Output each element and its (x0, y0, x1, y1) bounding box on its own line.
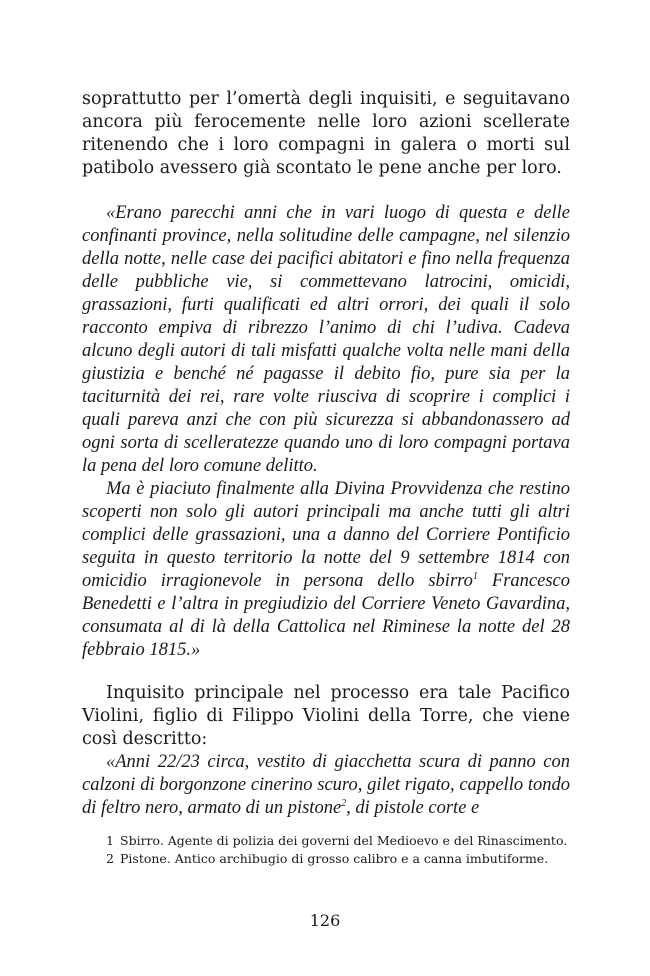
body-paragraph: Inquisito principale nel processo era tale Pacifico Violini, figlio di Filippo Violini della Torre, che viene così descritto: (82, 683, 570, 749)
footnote-ref: 2 (341, 797, 347, 809)
quote-text: «Anni 22/23 circa, vestito di giacchetta scura di panno con calzoni di borgonzone cinerino scuro, gilet rigato, cappello tondo di feltro nero, armato di un pistone (82, 752, 570, 818)
footnote-number: 1 (106, 833, 114, 848)
footnote (82, 832, 570, 850)
footnote-number: 2 (106, 851, 114, 866)
quote-text: Ma è piaciuto finalmente alla Divina Provvidenza che restino scoperti non solo gli autori principali ma anche tutti gli altri complici delle grassazioni, una a danno del Corriere Pontificio seguita in questo territorio la notte del 9 settembre 1814 con omicidio irragionevole in persona dello sbirro (82, 479, 570, 591)
quote-paragraph: «Erano parecchi anni che in vari luogo di questa e delle confinanti province, nella solitudine delle campagne, nel silenzio della notte, nelle case dei pacifici abitatori e fino nella frequenza delle pubbliche vie, si commettevano latrocini, omicidi, grassazioni, furti qualificati ed altri orrori, dei quali il solo racconto empiva di ribrezzo l’animo di chi l’udiva. Cadeva alcuno degli autori di tali misfatti qualche volta nelle mani della giustizia e benché né pagasse il debito fio, pure sia per la taciturnità dei rei, rare volte riusciva di scoprire i complici i quali pareva anzi che con più sicurezza si abbandonassero ad ogni sorta di scelleratezze quando uno di loro compagni portava la pena del loro comune delitto. (82, 203, 570, 476)
footnotes (82, 832, 570, 868)
footnote (82, 850, 570, 868)
page-body (82, 88, 570, 820)
footnote-ref: 1 (472, 570, 478, 582)
footnote-text: Pistone. Antico archibugio di grosso calibro e a canna imbutiforme. (120, 851, 549, 866)
footnote-text: Sbirro. Agente di polizia dei governi del Medioevo e del Rinascimento. (120, 833, 568, 848)
paragraph-gap (82, 180, 570, 202)
paragraph-gap (82, 662, 570, 682)
quote-text: , di pistole corte e (346, 798, 480, 818)
quote-paragraph (82, 478, 570, 662)
page-number: 126 (309, 911, 341, 930)
body-paragraph: soprattutto per l’omertà degli inquisiti, e seguitavano ancora più ferocemente nelle loro azioni scellerate ritenendo che i loro compagni in galera o morti sul patibolo avessero già scontato le pene anche per loro. (82, 89, 570, 178)
quote-paragraph (82, 751, 570, 820)
quote-text: Francesco Benedetti e l’altra in pregiudizio del Corriere Veneto Gavardina, consumata al di là della Cattolica nel Riminese la notte del 28 febbraio 1815.» (82, 571, 570, 660)
